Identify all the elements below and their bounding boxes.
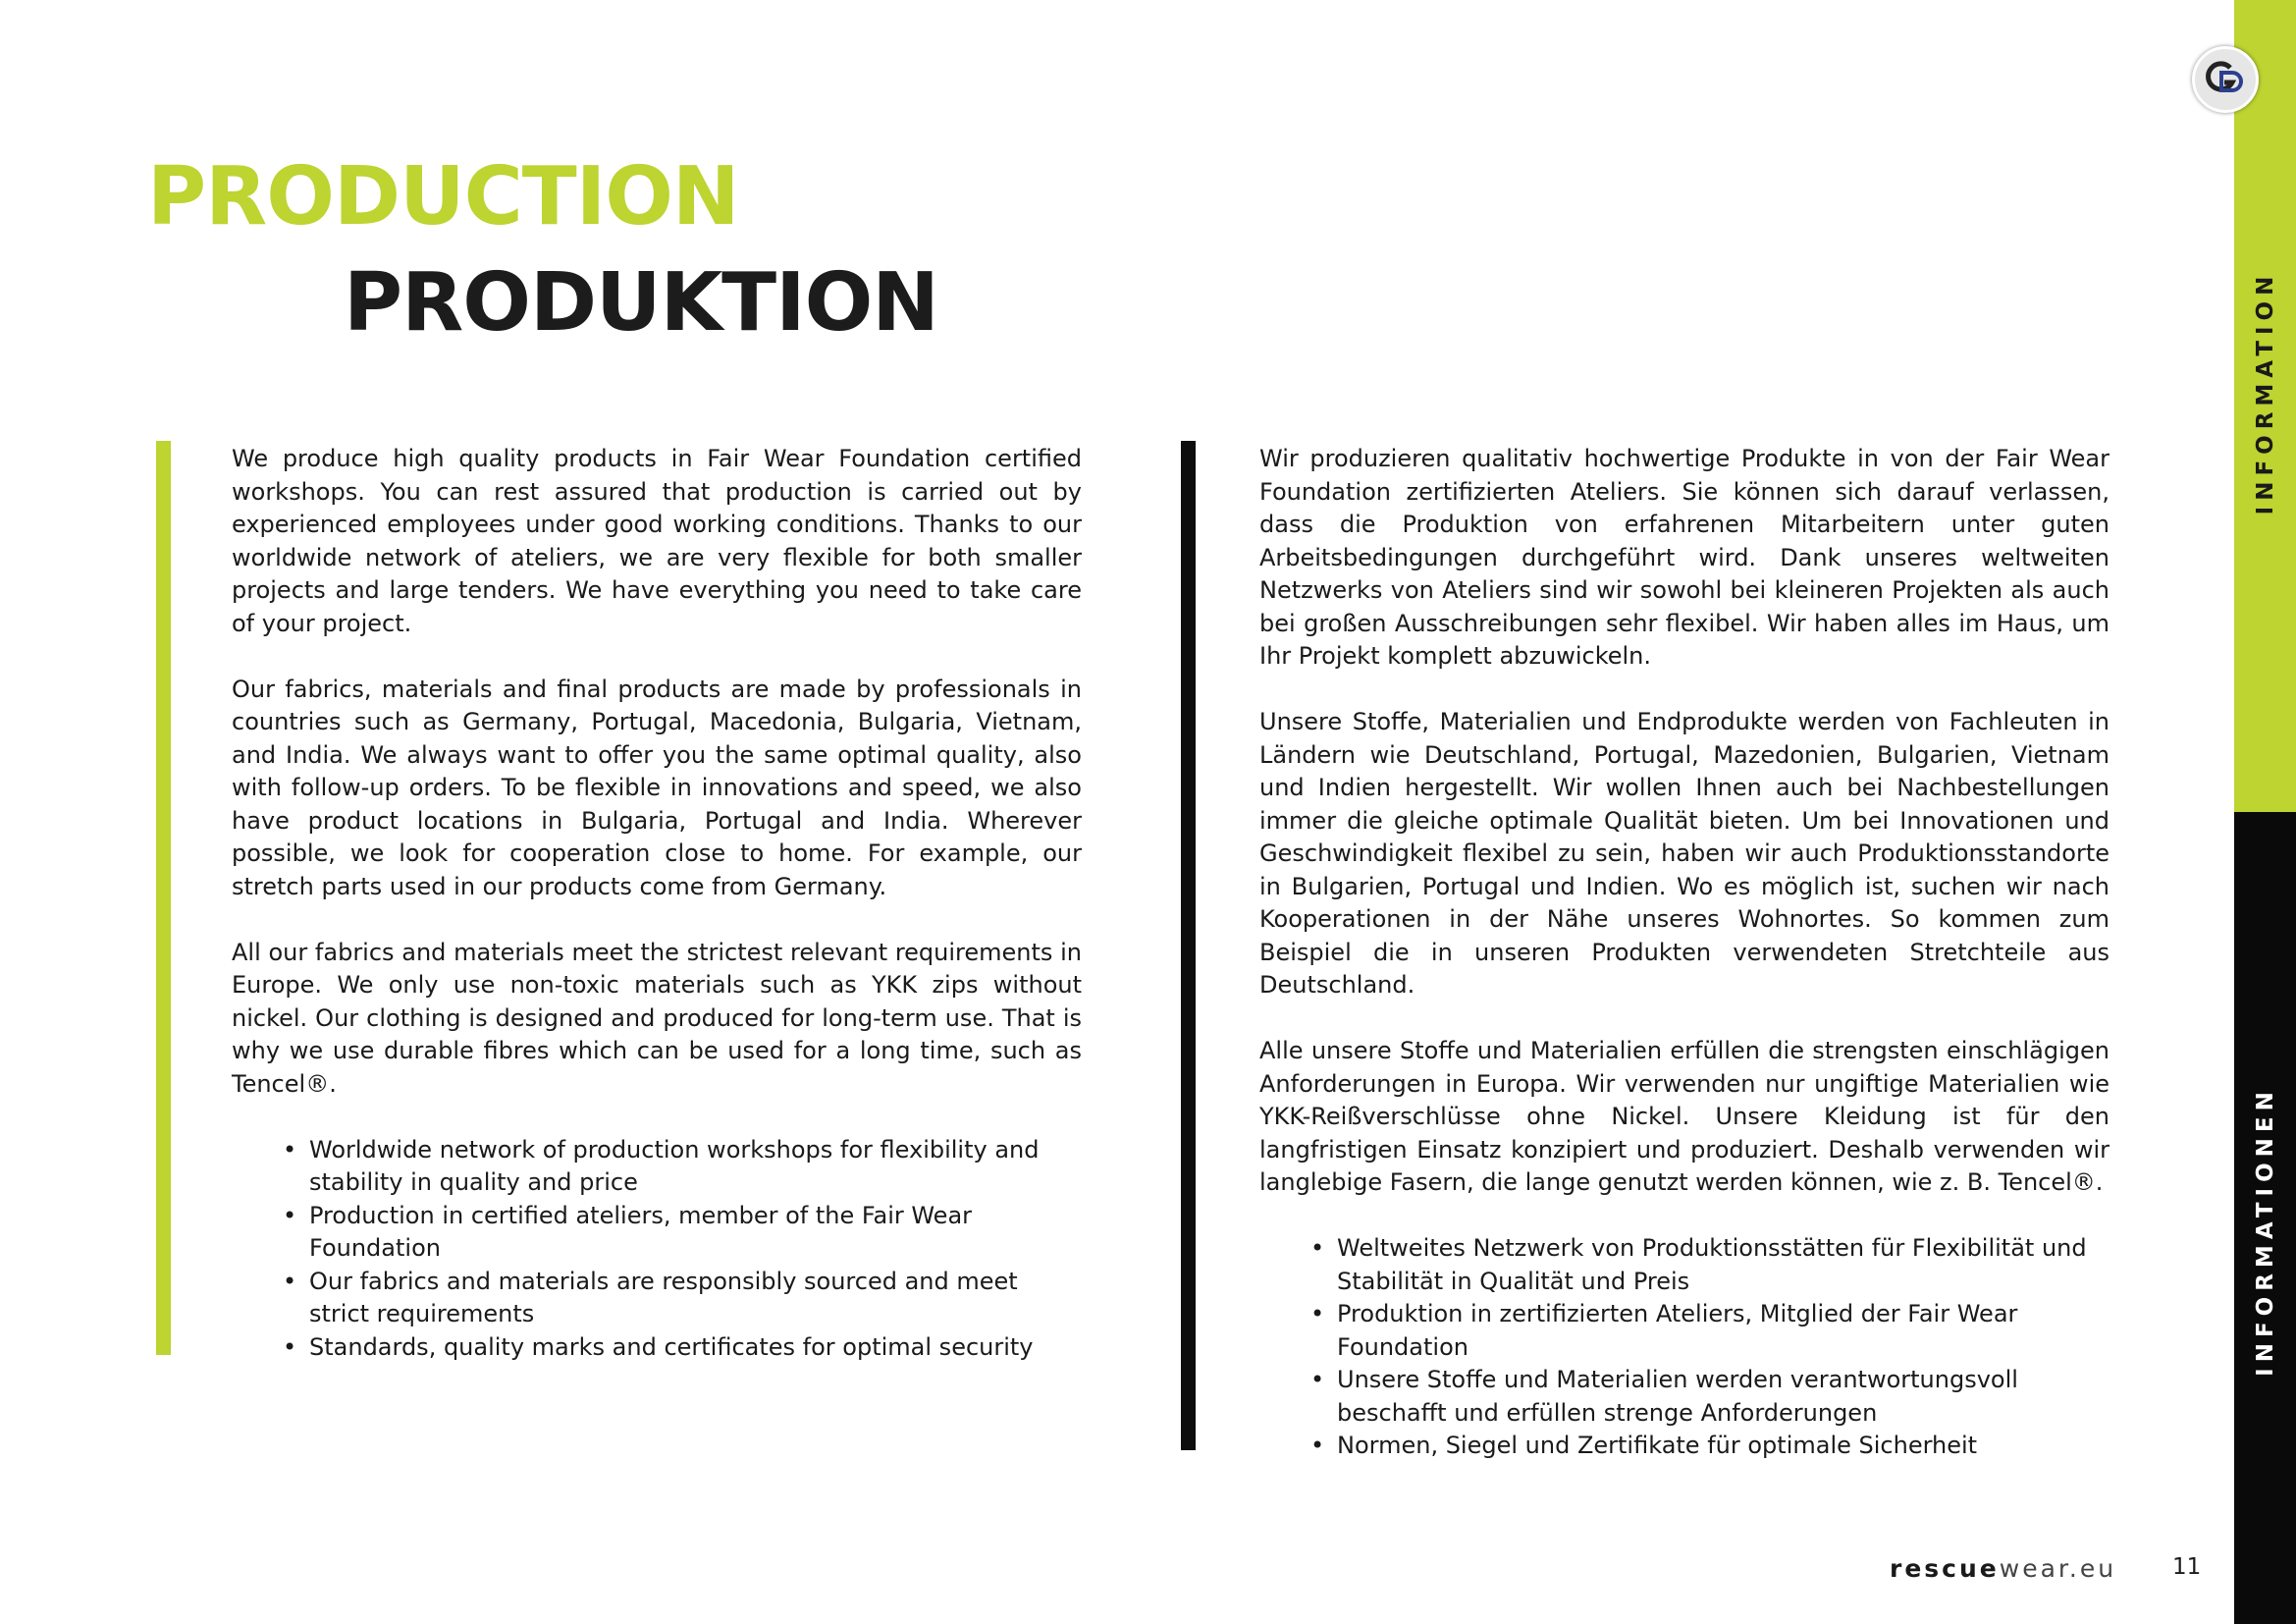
sidebar-tab-informationen (2234, 812, 2296, 1624)
english-paragraph: All our fabrics and materials meet the strictest relevant requirements in Europe. We only use non-toxic materials such as YKK zips without nickel. Our clothing is designed and produced for long-term use. That is why we use durable fibres which can be used for a long time, such as Tencel®. (232, 938, 1082, 1098)
bullet-icon: • (283, 1332, 297, 1361)
bullet-text: Worldwide network of production workshops for flexibility and stability in quality and price (309, 1135, 1040, 1196)
bullet-icon: • (283, 1201, 297, 1229)
english-text-column (232, 443, 1082, 1364)
bullet-icon: • (1310, 1432, 1325, 1459)
bullet-text: Our fabrics and materials are responsibly sourced and meet strict requirements (309, 1267, 1018, 1327)
bullet-icon: • (283, 1267, 297, 1295)
bullet-icon: • (283, 1135, 297, 1164)
german-paragraph: Unsere Stoffe, Materialien und Endprodukte werden von Fachleuten in Ländern wie Deutschland, Portugal, Mazedonien, Bulgarien, Vietnam und Indien hergestellt. Wir wollen Ihnen auch bei Nachbestellungen immer die gleiche optimale Qualität bieten. Um bei Innovationen und Geschwindigkeit flexibel zu sein, haben wir auch Produktionsstandorte in Bulgarien, Portugal und Indien. Wo es möglich ist, suchen wir nach Kooperationen in der Nähe unseres Wohnortes. So kommen zum Beispiel die in unseren Produkten verwendeten Stretchteile aus Deutschland. (1259, 708, 2109, 999)
sidebar-tab-information (2234, 0, 2296, 812)
bullet-icon: • (1310, 1366, 1325, 1393)
english-bullet-item (232, 1331, 1082, 1365)
german-bullet-item (1259, 1364, 2109, 1430)
german-column-accent-bar (1181, 441, 1196, 1450)
german-paragraph: Wir produzieren qualitativ hochwertige Produkte in von der Fair Wear Foundation zertifizierten Ateliers. Sie können sich darauf verlassen, dass die Produktion von erfahrenen Mitarbeitern unter guten Arbeitsbedingungen durchgeführt wird. Dank unseres weltweiten Netzwerks von Ateliers sind wir sowohl bei kleineren Projekten als auch bei großen Ausschreibungen sehr flexibel. Wir haben alles im Haus, um Ihr Projekt komplett abzuwickeln. (1259, 445, 2109, 670)
page-title-german: PRODUKTION (344, 256, 938, 350)
english-bullet-item (232, 1200, 1082, 1266)
footer-brand-wordmark (1890, 1554, 2116, 1583)
page-title-english: PRODUCTION (147, 150, 739, 244)
bullet-text: Normen, Siegel und Zertifikate für optimale Sicherheit (1337, 1432, 1978, 1459)
page-number: 11 (2172, 1554, 2202, 1580)
english-bullet-list (232, 1134, 1082, 1365)
logo-graphic (2195, 49, 2256, 110)
english-paragraph: We produce high quality products in Fair Wear Foundation certified workshops. You can rest assured that production is carried out by experienced employees under good working conditions. Thanks to our worldwide network of ateliers, we are very flexible for both smaller projects and large tenders. We have everything you need to take care of your project. (232, 445, 1082, 637)
bullet-text: Production in certified ateliers, member of the Fair Wear Foundation (309, 1201, 973, 1262)
english-paragraph: Our fabrics, materials and final products are made by professionals in countries such as Germany, Portugal, Macedonia, Bulgaria, Vietnam, and India. We always want to offer you the same optimal quality, also with follow-up orders. To be flexible in innovations and speed, we also have product locations in Bulgaria, Portugal and India. Wherever possible, we look for cooperation close to home. For example, our stretch parts used in our products come from Germany. (232, 675, 1082, 900)
german-bullet-item (1259, 1298, 2109, 1364)
bullet-icon: • (1310, 1234, 1325, 1262)
sidebar-label-information: INFORMATION (2252, 270, 2278, 515)
german-bullet-item (1259, 1232, 2109, 1298)
sidebar-label-informationen: INFORMATIONEN (2252, 1086, 2278, 1377)
gd-monogram-logo-icon (2192, 46, 2259, 113)
english-bullet-item (232, 1134, 1082, 1200)
german-bullet-item (1259, 1430, 2109, 1463)
english-column-accent-bar (156, 441, 171, 1355)
bullet-text: Weltweites Netzwerk von Produktionsstätten für Flexibilität und Stabilität in Qualität und Preis (1337, 1234, 2087, 1295)
german-text-column (1259, 443, 2109, 1463)
german-bullet-list (1259, 1232, 2109, 1463)
bullet-icon: • (1310, 1300, 1325, 1327)
german-paragraph: Alle unsere Stoffe und Materialien erfüllen die strengsten einschlägigen Anforderungen in Europa. Wir verwenden nur ungiftige Materialien wie YKK-Reißverschlüsse ohne Nickel. Unsere Kleidung ist für den langfristigen Einsatz konzipiert und produziert. Deshalb verwenden wir langlebige Fasern, die lange genutzt werden können, wie z. B. Tencel®. (1259, 1037, 2109, 1196)
english-bullet-item (232, 1266, 1082, 1331)
bullet-text: Produktion in zertifizierten Ateliers, Mitglied der Fair Wear Foundation (1337, 1300, 2018, 1361)
brand-light-part: wear.eu (1999, 1554, 2117, 1583)
bullet-text: Standards, quality marks and certificates for optimal security (309, 1332, 1034, 1361)
brand-bold-part: rescue (1890, 1554, 2000, 1583)
bullet-text: Unsere Stoffe und Materialien werden verantwortungsvoll beschafft und erfüllen strenge Anforderungen (1337, 1366, 2018, 1427)
